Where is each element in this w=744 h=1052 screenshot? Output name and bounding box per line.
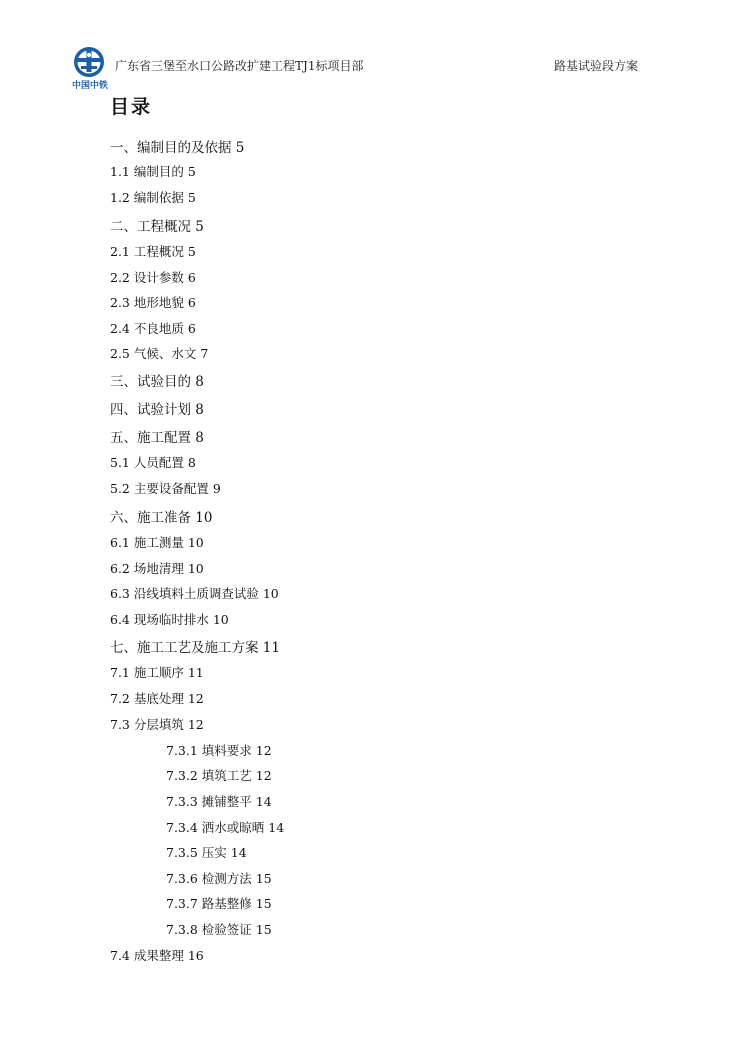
toc-section[interactable]: 二、工程概况 5: [110, 219, 204, 235]
toc-subsection[interactable]: 7.2 基底处理 12: [110, 691, 204, 706]
toc-subsection[interactable]: 7.4 成果整理 16: [110, 948, 204, 963]
toc-subsubsection[interactable]: 7.3.6 检测方法 15: [166, 871, 272, 886]
toc-subsection[interactable]: 2.3 地形地貌 6: [110, 295, 196, 310]
page-header: [68, 44, 638, 94]
toc-subsection[interactable]: 2.5 气候、水文 7: [110, 346, 209, 361]
toc-subsection[interactable]: 1.1 编制目的 5: [110, 164, 196, 179]
toc-subsubsection[interactable]: 7.3.4 洒水或晾晒 14: [166, 820, 285, 835]
toc-subsection[interactable]: 2.1 工程概况 5: [110, 244, 196, 259]
toc-section[interactable]: 三、试验目的 8: [110, 374, 204, 390]
toc-subsubsection[interactable]: 7.3.2 填筑工艺 12: [166, 768, 272, 783]
project-name: 广东省三堡至水口公路改扩建工程TJ1标项目部: [115, 59, 364, 73]
toc-subsection[interactable]: 2.4 不良地质 6: [110, 321, 196, 336]
toc-subsection[interactable]: 7.3 分层填筑 12: [110, 717, 204, 732]
logo-text: 中国中铁: [71, 81, 108, 91]
toc-subsection[interactable]: 6.2 场地清理 10: [110, 561, 204, 576]
toc-subsection[interactable]: 1.2 编制依据 5: [110, 190, 196, 205]
toc-section[interactable]: 六、施工准备 10: [110, 510, 213, 526]
toc-subsection[interactable]: 5.1 人员配置 8: [110, 455, 196, 470]
toc-subsubsection[interactable]: 7.3.3 摊铺整平 14: [166, 794, 272, 809]
toc-subsubsection[interactable]: 7.3.7 路基整修 15: [166, 896, 272, 911]
toc-section[interactable]: 四、试验计划 8: [110, 402, 204, 418]
toc-section[interactable]: 五、施工配置 8: [110, 430, 204, 446]
toc-subsection[interactable]: 6.4 现场临时排水 10: [110, 612, 229, 627]
toc-section[interactable]: 一、编制目的及依据 5: [110, 140, 245, 156]
toc-subsubsection[interactable]: 7.3.1 填料要求 12: [166, 743, 272, 758]
toc-section[interactable]: 七、施工工艺及施工方案 11: [110, 640, 280, 656]
toc-subsection[interactable]: 6.3 沿线填料土质调查试验 10: [110, 586, 279, 601]
toc-subsection[interactable]: 2.2 设计参数 6: [110, 270, 196, 285]
crcc-logo-icon: [68, 46, 110, 92]
toc-subsection[interactable]: 6.1 施工测量 10: [110, 535, 204, 550]
toc-subsection[interactable]: 7.1 施工顺序 11: [110, 665, 204, 680]
toc-subsubsection[interactable]: 7.3.8 检验签证 15: [166, 922, 272, 937]
document-title: 路基试验段方案: [553, 59, 638, 73]
toc-subsection[interactable]: 5.2 主要设备配置 9: [110, 481, 221, 496]
toc-heading: 目录: [110, 96, 153, 118]
toc-subsubsection[interactable]: 7.3.5 压实 14: [166, 845, 247, 860]
